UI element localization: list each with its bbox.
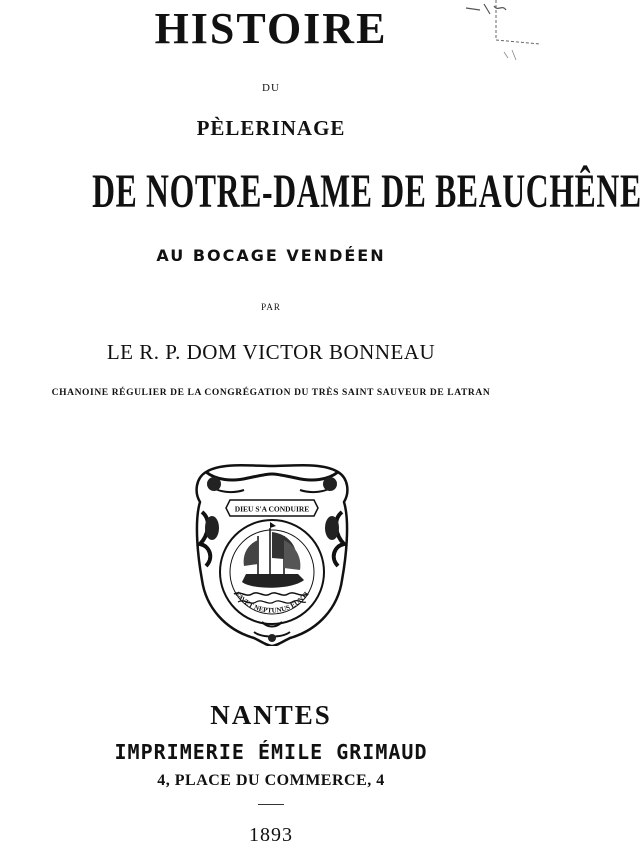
subtitle-pelerinage: PÈLERINAGE bbox=[196, 116, 346, 140]
imprint-divider bbox=[258, 804, 284, 805]
book-title: HISTOIRE bbox=[154, 4, 388, 53]
imprint-address: 4, PLACE DU COMMERCE, 4 bbox=[157, 772, 385, 789]
region-subtitle: AU BOCAGE VENDÉEN bbox=[156, 246, 386, 265]
imprint-year: 1893 bbox=[249, 824, 293, 846]
emblem-banner-motto: DIEU S'A CONDUIRE bbox=[234, 504, 310, 514]
title-connector: DU bbox=[262, 82, 280, 94]
emblem-ring-motto: FAVET NEPTUNUS EUNTI bbox=[233, 590, 311, 615]
printer-ship-emblem-icon bbox=[192, 462, 352, 646]
author-name: LE R. P. DOM VICTOR BONNEAU bbox=[106, 340, 436, 364]
author-role: CHANOINE RÉGULIER DE LA CONGRÉGATION DU TRÈS SAINT SAUVEUR DE LATRAN bbox=[51, 388, 491, 398]
imprint-city: NANTES bbox=[210, 700, 332, 730]
by-label: PAR bbox=[261, 302, 281, 312]
imprint-printer: IMPRIMERIE ÉMILE GRIMAUD bbox=[114, 740, 428, 764]
main-title: DE NOTRE-DAME DE BEAUCHÊNE bbox=[92, 165, 642, 218]
